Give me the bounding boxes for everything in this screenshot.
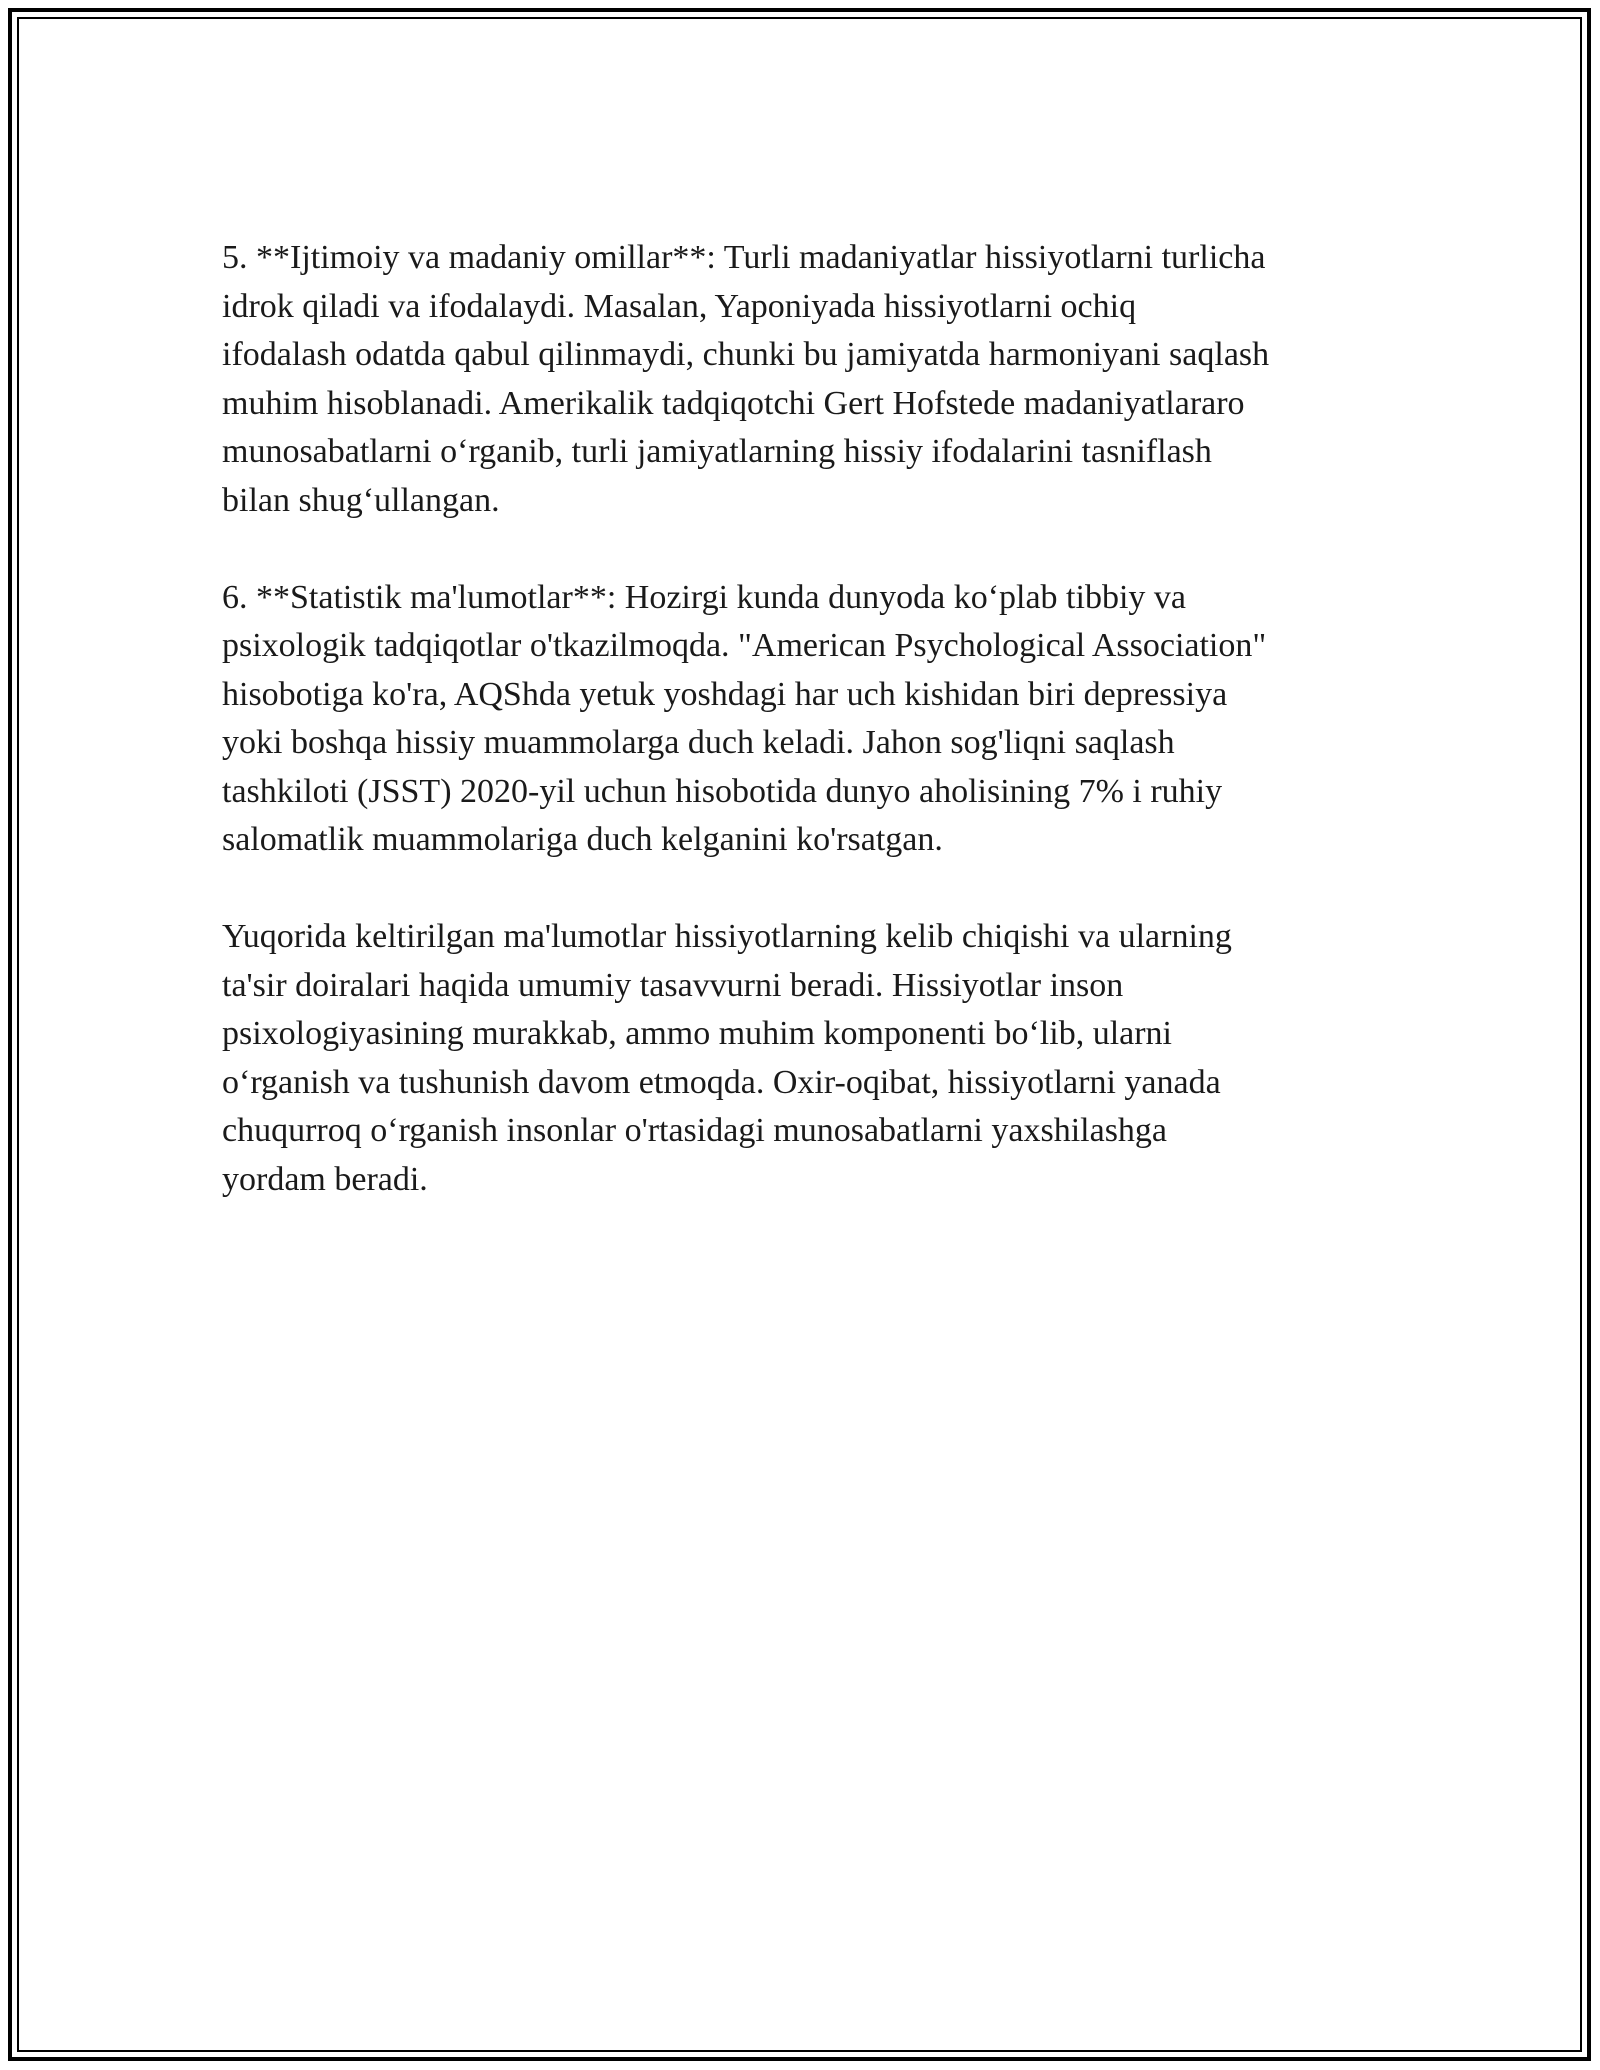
paragraph-social-cultural-factors (222, 234, 1392, 525)
text-line: idrok qiladi va ifodalaydi. Masalan, Yaponiyada hissiyotlarni ochiq (222, 287, 1137, 325)
paragraph-conclusion (222, 913, 1392, 1204)
text-line: psixologik tadqiqotlar o'tkazilmoqda. "American Psychological Association" (222, 627, 1267, 664)
text-line: o‘rganish va tushunish davom etmoqda. Oxir-oqibat, hissiyotlarni yanada (222, 1063, 1221, 1101)
text-line: Yuqorida keltirilgan ma'lumotlar hissiyotlarning kelib chiqishi va ularning (222, 918, 1232, 955)
document-body (222, 234, 1392, 1253)
paragraph-statistical-data (222, 574, 1392, 865)
text-line: tashkiloti (JSST) 2020-yil uchun hisobotida dunyo aholisining 7% i ruhiy (222, 772, 1223, 810)
text-line: munosabatlarni o‘rganib, turli jamiyatlarning hissiy ifodalarini tasniflash (222, 433, 1212, 470)
text-line: hisobotiga ko'ra, AQShda yetuk yoshdagi har uch kishidan biri depressiya (222, 675, 1228, 713)
text-line: ifodalash odatda qabul qilinmaydi, chunki bu jamiyatda harmoniyani saqlash (222, 336, 1270, 373)
text-line: psixologiyasining murakkab, ammo muhim komponenti bo‘lib, ularni (222, 1015, 1173, 1052)
text-line: 5. **Ijtimoiy va madaniy omillar**: Turli madaniyatlar hissiyotlarni turlicha (222, 239, 1266, 276)
text-line: ta'sir doiralari haqida umumiy tasavvurni beradi. Hissiyotlar inson (222, 966, 1124, 1004)
text-line: salomatlik muammolariga duch kelganini ko'rsatgan. (222, 821, 943, 858)
text-line: 6. **Statistik ma'lumotlar**: Hozirgi kunda dunyoda ko‘plab tibbiy va (222, 578, 1186, 616)
text-line: muhim hisoblanadi. Amerikalik tadqiqotchi Gert Hofstede madaniyatlararo (222, 384, 1245, 422)
text-line: yordam beradi. (222, 1160, 428, 1198)
text-line: chuqurroq o‘rganish insonlar o'rtasidagi munosabatlarni yaxshilashga (222, 1112, 1168, 1149)
text-line: bilan shug‘ullangan. (222, 481, 500, 519)
text-line: yoki boshqa hissiy muammolarga duch keladi. Jahon sog'liqni saqlash (222, 724, 1175, 761)
